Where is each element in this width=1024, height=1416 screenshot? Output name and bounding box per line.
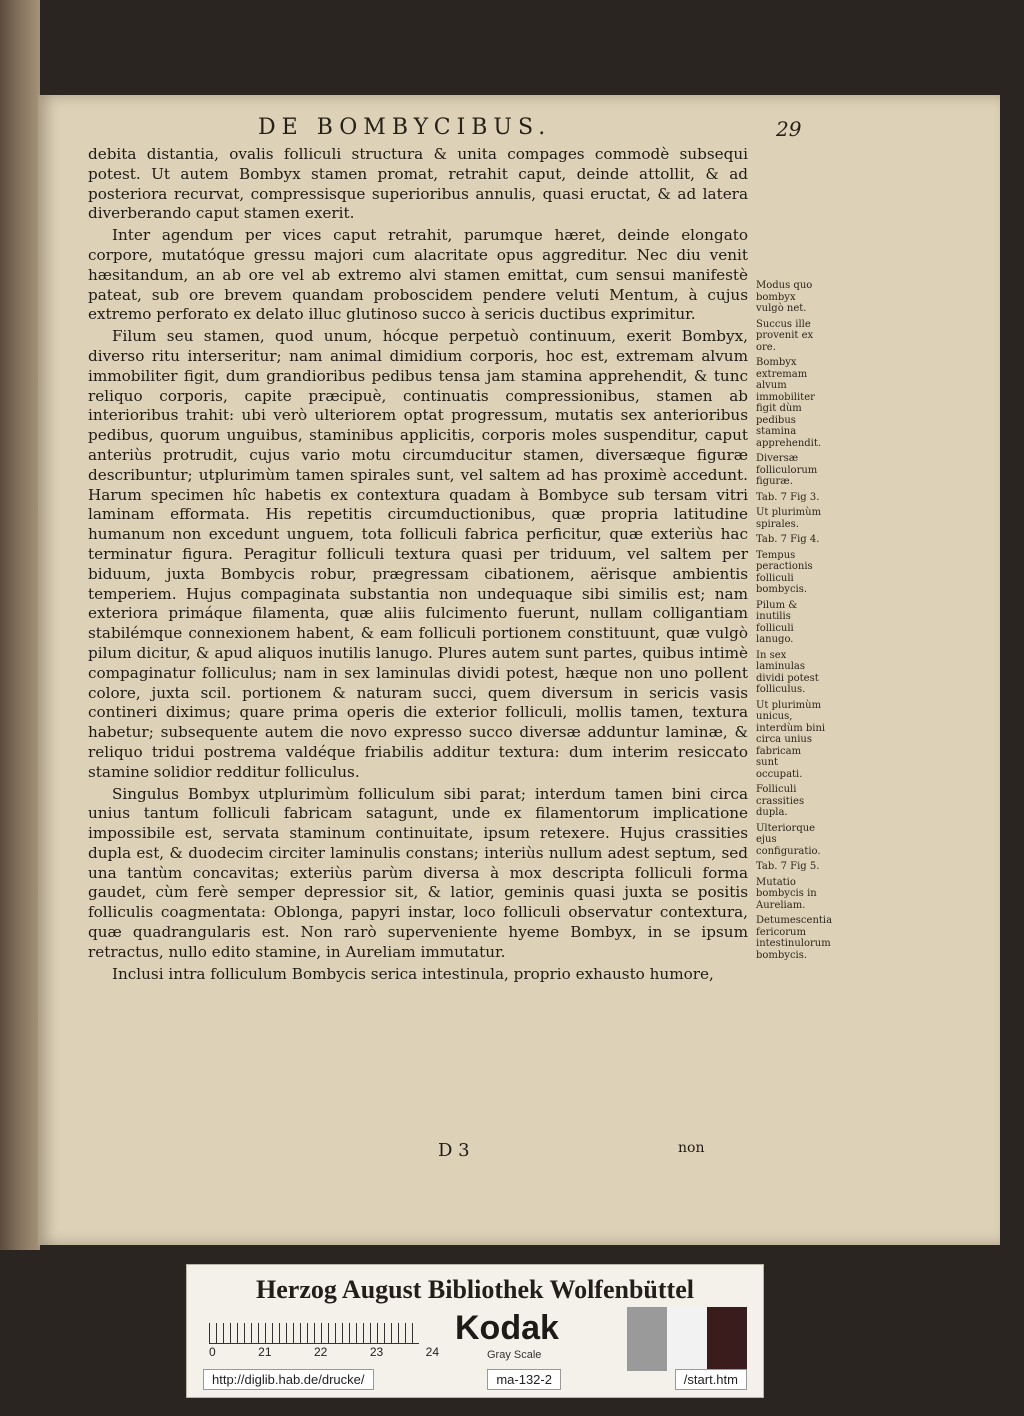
margin-note: Bombyx extremam alvum immobiliter figit dùm pedibus stamina apprehendit. (756, 357, 822, 449)
shelfmark: ma-132-2 (487, 1369, 561, 1390)
measure-ruler (209, 1313, 419, 1344)
gray-swatches (627, 1307, 747, 1371)
gray-scale-label: Gray Scale (487, 1349, 542, 1361)
paragraph: debita distantia, ovalis folliculi structura & unita compages commodè subsequi potest. Ut autem Bombyx stamen promat, retrahit caput, deinde attollit, & ad posteriora recurvat, compressisque superioribus annulis, quasi eructat, & ad latera diverberando caput stamen exerit. (88, 145, 748, 223)
swatch-dark (707, 1307, 747, 1371)
kodak-logo: Kodak (455, 1309, 559, 1347)
margin-note: Ut plurimùm spirales. (756, 507, 822, 530)
margin-note: Detumescentia fericorum intestinulorum bombycis. (756, 915, 833, 961)
page-number: 29 (776, 117, 802, 141)
margin-note: Tab. 7 Fig 5. (756, 861, 820, 872)
swatch-white (667, 1307, 707, 1371)
margin-note: Mutatio bombycis in Aureliam. (756, 876, 817, 911)
book-page (38, 95, 1000, 1245)
margin-note: Ulteriorque ejus configuratio. (756, 822, 821, 857)
ruler-labels (209, 1345, 439, 1359)
ruler-label: 22 (313, 1345, 328, 1359)
margin-note: Tab. 7 Fig 4. (756, 534, 820, 545)
paragraph: Singulus Bombyx utplurimùm folliculum sibi parat; interdum tamen bini circa unius tantum folliculi fabricam satagunt, unde ex filamentorum implicatione impossibile est, servata staminum continuitate, ipsum retexere. Hujus crassities dupla est, & duodecim circiter laminulis constans; interiùs nullum adest septum, sed una tantùm concavitas; exteriùs parùm diversa à mox descripta folliculi forma gaudet, cùm ferè semper depressior sit, & latior, geminis quasi juxta se positis folliculis coagmentata: Oblonga, papyri instar, loco folliculi observatur contextura, quæ quadrangularis est. Non rarò superveniente hyeme Bombyx, in se ipsum retractus, nullo edito stamine, in Aureliam immutatur. (88, 784, 748, 961)
signature-mark: D 3 (438, 1140, 470, 1161)
margin-note: Tempus peractionis folliculi bombycis. (756, 549, 813, 595)
library-url: http://diglib.hab.de/drucke/ (203, 1369, 374, 1390)
margin-note: In sex laminulas dividi potest folliculus. (756, 649, 819, 695)
catchword: non (678, 1140, 705, 1156)
paragraph: Inclusi intra folliculum Bombycis serica intestinula, proprio exhausto humore, (112, 964, 714, 983)
book-binding-edge (0, 0, 40, 1250)
card-footer (203, 1369, 747, 1390)
running-head: DE BOMBYCIBUS. (258, 115, 552, 140)
paragraph: Filum seu stamen, quod unum, hócque perpetuò continuum, exerit Bombyx, diverso ritu interseritur; nam animal dimidium corporis, hoc est, extremam alvum immobiliter figit, dum grandioribus pedibus tensa jam stamina apprehendit, & tunc reliquo corporis, capite præcipuè, continuatis compressionibus, stamen ab interioribus trahit: ubi verò ulteriorem optat progressum, mutatis sex anterioribus pedibus, quorum unguibus, staminibus applicitis, corporis moles suspenditur, caput anteriùs protrudit, cujus vario motu circumducitur stamen, diversæque figuræ describuntur; utplurimùm tamen spirales sunt, vel saltem ad has proximè accedunt. Harum specimen hîc habetis ex contextura quadam à Bombyce sub tersam vitri laminam efformata. His repetitis circumductionibus, quæ propria latitudine humanum non excedunt unguem, tota folliculi fabrica perficitur, quæ exteriùs hac terminatur figura. Peragitur folliculi textura quasi per triduum, vel saltem per biduum, juxta Bombycis robur, prægressam cibationem, aërisque ambientis temperiem. Hujus compaginata substantia non undequaque sibi similis est; nam exteriora primáque filamenta, quæ aliis fulcimento fuerunt, nullam colligantiam stabilémque connexionem habent, & eam folliculi portionem constituunt, quæ vulgò pilum dicitur, & apud aliquos inutilis lanugo. Plures autem sunt partes, quibus intimè compaginatur folliculus; nam in sex laminulas dividi potest, hæque non uno pollent colore, juxta scil. portionem & naturam succi, quem diversum in sericis vasis contineri diximus; quare prima operis die exterior folliculi, mollis tamen, textura habetur; subsequente autem die novo expresso succo diversæ adduntur laminæ, & reliquo tridui postrema valdéque friabilis additur textura: dum interim resiccato stamine solidior redditur folliculus. (88, 327, 748, 781)
margin-note: Modus quo bombyx vulgò net. (756, 280, 813, 314)
body-text (88, 145, 748, 986)
ruler-label: 0 (209, 1345, 216, 1359)
margin-note: Tab. 7 Fig 3. (756, 491, 820, 503)
margin-notes (756, 280, 833, 965)
ruler-label: 23 (369, 1345, 384, 1359)
margin-note: Pilum & inutilis folliculi lanugo. (756, 599, 798, 645)
margin-note: Succus ille provenit ex ore. (756, 318, 814, 353)
ruler-label: 24 (425, 1345, 439, 1359)
margin-note: Diversæ folliculorum figuræ. (756, 453, 818, 487)
start-link: /start.htm (675, 1369, 747, 1390)
library-title: Herzog August Bibliothek Wolfenbüttel (256, 1275, 694, 1304)
swatch-gray (627, 1307, 667, 1371)
paragraph: Inter agendum per vices caput retrahit, parumque hæret, deinde elongato corpore, mutatóque gressu majori cum alacritate opus aggreditur. Nec diu venit hæsitandum, an ab ore vel ab extremo alvi stamen emittat, cum sensui manifestè pateat, sub ore brevem quandam proboscidem pendere veluti Mentum, à cujus extremo perforato ex delato illuc glutinoso succo à sericis ductibus exprimitur. (88, 226, 748, 324)
margin-note: Folliculi crassities dupla. (756, 784, 805, 818)
margin-note: Ut plurimùm unicus, interdùm bini circa unius fabricam sunt occupati. (756, 699, 826, 780)
ruler-label: 21 (258, 1345, 272, 1359)
library-color-card (186, 1264, 764, 1398)
